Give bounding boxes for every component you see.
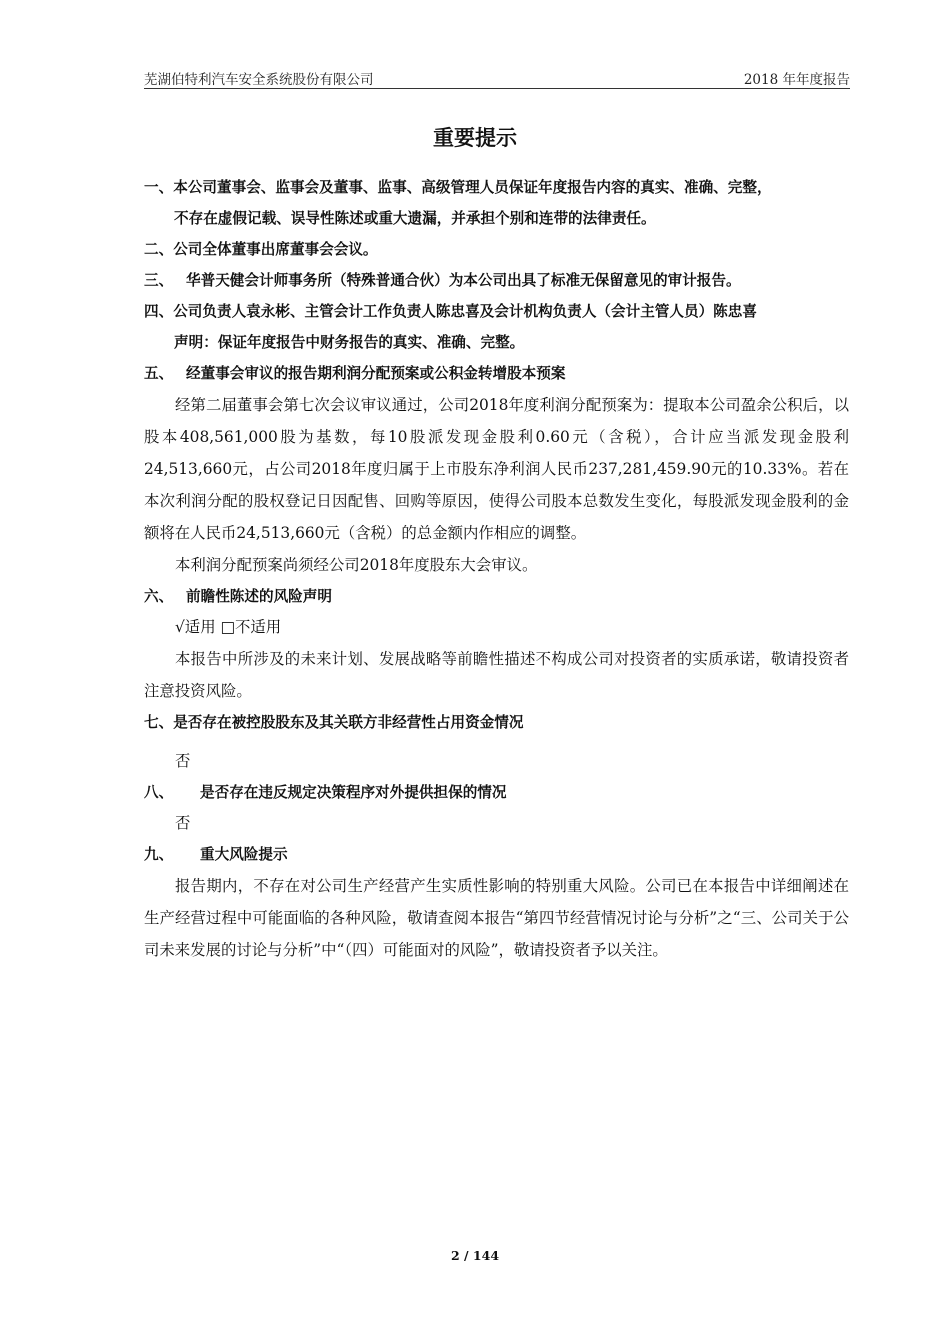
item-8-text: 是否存在违反规定决策程序对外提供担保的情况 [200,784,507,801]
item-8-number: 八、 [144,784,174,801]
header-company: 芜湖伯特利汽车安全系统股份有限公司 [144,72,374,88]
item-8-answer: 否 [175,814,191,832]
item-5-text: 经董事会审议的报告期利润分配预案或公积金转增股本预案 [186,365,566,382]
item-9-text: 重大风险提示 [200,846,288,863]
item-9 [144,839,849,870]
item-6-number: 六、 [144,588,174,605]
header-report-title: 2018 年年度报告 [743,72,850,88]
page-title: 重要提示 [433,126,517,150]
forward-looking-paragraph: 本报告中所涉及的未来计划、发展战略等前瞻性描述不构成公司对投资者的实质承诺，敬请投资者注意投资风险。 [144,650,849,700]
item-1-line-2: 不存在虚假记载、误导性陈述或重大遗漏，并承担个别和连带的法律责任。 [174,210,656,227]
profit-distribution-paragraph: 经第二届董事会第七次会议审议通过，公司2018年度利润分配预案为：提取本公司盈余公积后，以股本408,561,000股为基数，每10股派发现金股利0.60元（含税），合计应当派发现金股利24,513,660元，占公司2018年度归属于上市股东净利润人民币237,281,459.90元的10.33%。若在本次利润分配的股权登记日因配售、回购等原因，使得公司股本总数发生变化，每股派发现金股利的金额将在人民币24,513,660元（含税）的总金额内作相应的调整。 [144,396,849,542]
item-6-text: 前瞻性陈述的风险声明 [186,588,332,605]
item-2: 二、公司全体董事出席董事会会议。 [144,241,378,258]
major-risk-paragraph: 报告期内，不存在对公司生产经营产生实质性影响的特别重大风险。公司已在本报告中详细阐述在生产经营过程中可能面临的各种风险，敬请查阅本报告“第四节经营情况讨论与分析”之“三、公司关于公司未来发展的讨论与分析”中“（四）可能面对的风险”，敬请投资者予以关注。 [144,877,849,959]
profit-distribution-note: 本利润分配预案尚须经公司2018年度股东大会审议。 [175,556,538,574]
item-9-number: 九、 [144,846,174,863]
item-3-number: 三、 [144,272,174,289]
item-4-line-2: 声明：保证年度报告中财务报告的真实、准确、完整。 [174,334,525,351]
item-7-answer: 否 [175,752,191,770]
item-3 [144,265,849,296]
page-header [144,66,850,89]
item-5-number: 五、 [144,365,174,382]
page-number: 2 / 144 [450,1248,500,1263]
document-body [144,172,849,966]
item-8 [144,777,849,808]
item-3-text: 华普天健会计师事务所（特殊普通合伙）为本公司出具了标准无保留意见的审计报告。 [186,272,741,289]
item-6 [144,581,849,612]
item-1-line-1: 一、本公司董事会、监事会及董事、监事、高级管理人员保证年度报告内容的真实、准确、完整， [144,179,772,196]
item-5 [144,358,849,389]
item-4-line-1: 四、公司负责人袁永彬、主管会计工作负责人陈忠喜及会计机构负责人（会计主管人员）陈忠喜 [144,303,757,320]
item-7: 七、是否存在被控股股东及其关联方非经营性占用资金情况 [144,714,524,731]
applicability-checkbox-line: √适用 □不适用 [175,618,282,636]
